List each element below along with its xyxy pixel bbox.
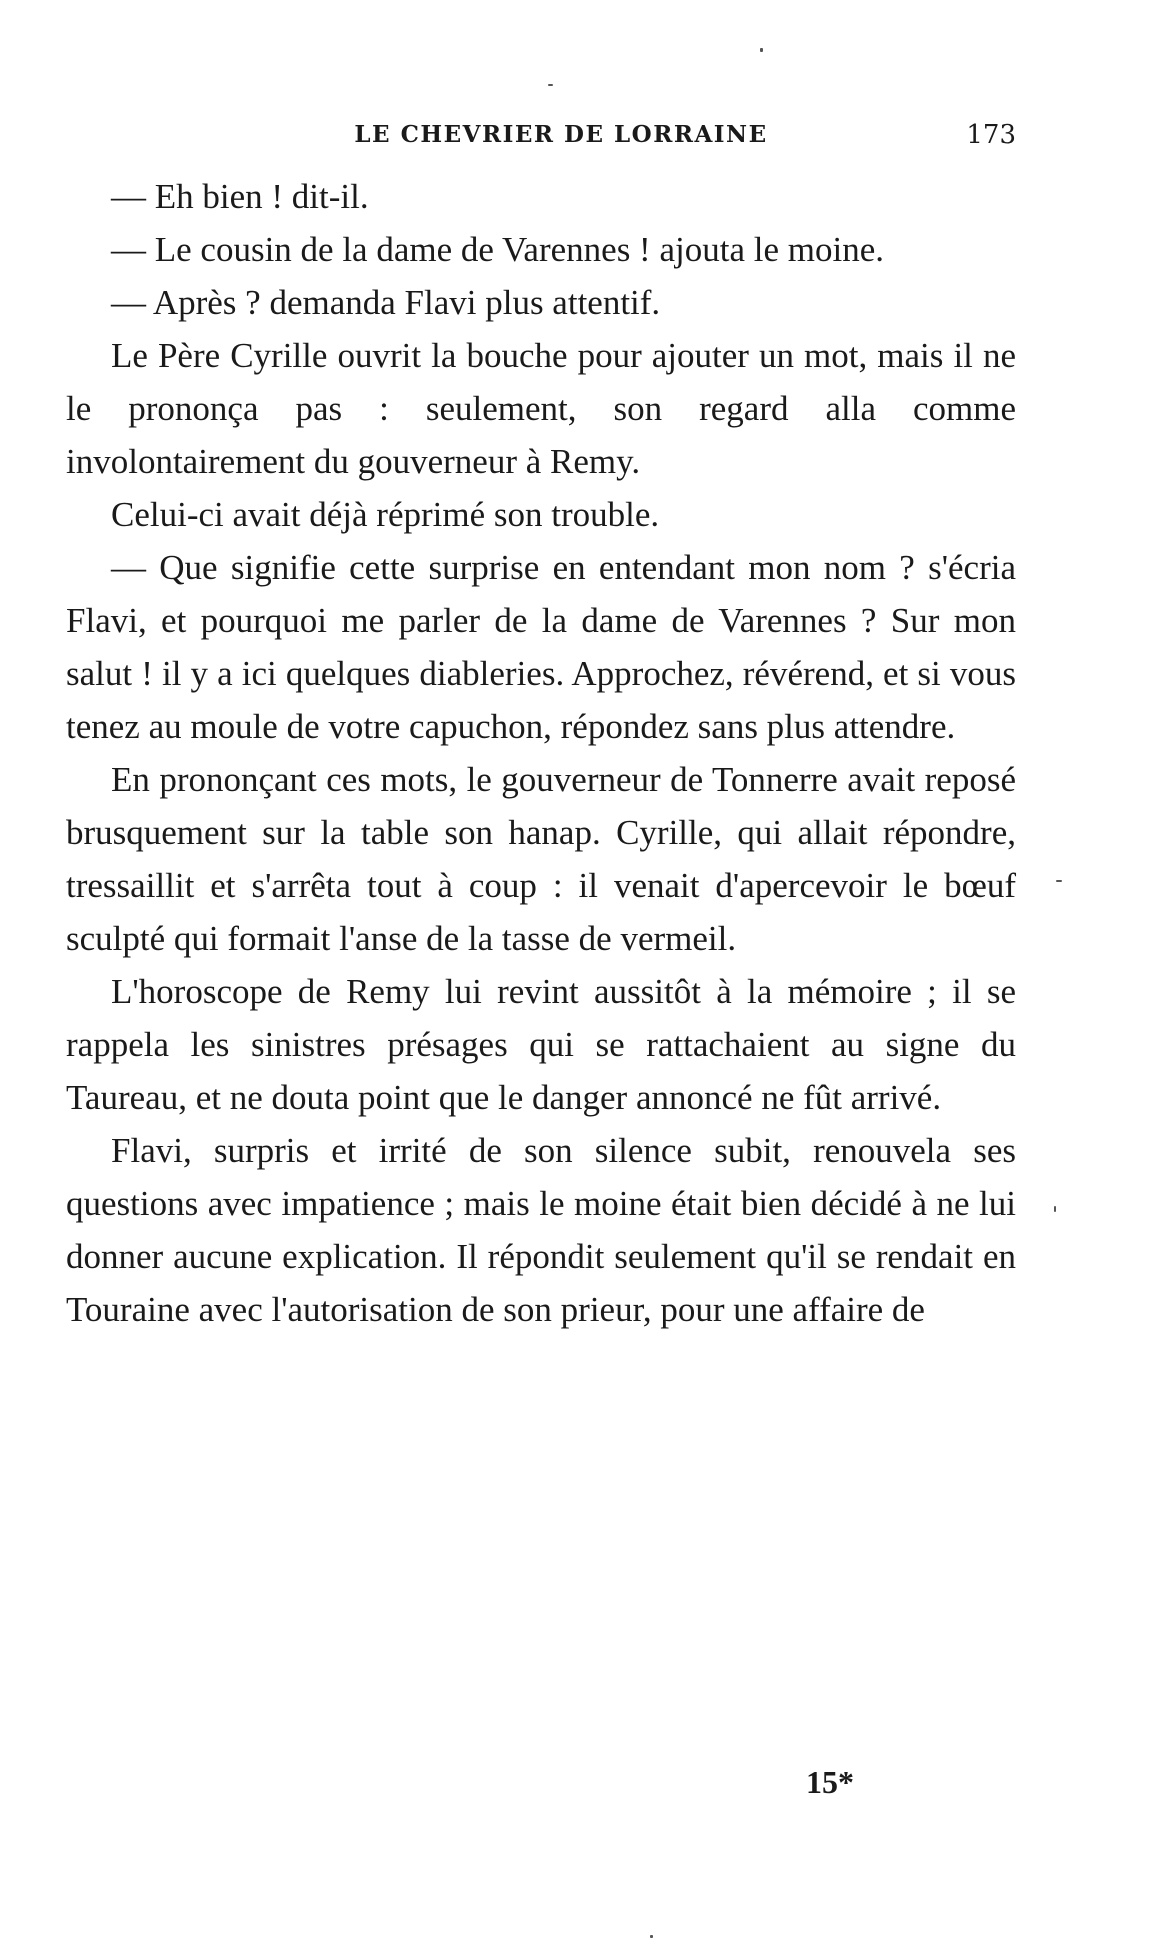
- paragraph: En prononçant ces mots, le gouverneur de Tonnerre avait reposé brusquement sur la table son hanap. Cyrille, qui allait répondre, tressaillit et s'arrêta tout à coup : il venait d'apercevoir le bœuf sculpté qui formait l'anse de la tasse de vermeil.: [66, 760, 1016, 958]
- page-number: 173: [966, 120, 1016, 150]
- running-title: LE CHEVRIER DE LORRAINE: [354, 121, 768, 148]
- paragraph: — Le cousin de la dame de Varennes ! ajouta le moine.: [111, 230, 884, 269]
- print-speck: [650, 1935, 653, 1938]
- signature-mark: 15*: [806, 1764, 854, 1800]
- print-speck: [760, 48, 763, 52]
- paragraph: Celui-ci avait déjà réprimé son trouble.: [111, 495, 660, 534]
- paragraph: Flavi, surpris et irrité de son silence subit, renouvela ses questions avec impatience ; mais le moine était bien décidé à ne lui donner aucune explication. Il répondit seulement qu'il se rendait en Touraine avec l'autorisation de son prieur, pour une affaire de: [66, 1131, 1016, 1329]
- paragraph: L'horoscope de Remy lui revint aussitôt à la mémoire ; il se rappela les sinistres présages qui se rattachaient au signe du Taureau, et ne douta point que le danger annoncé ne fût arrivé.: [66, 972, 1016, 1117]
- print-speck: [1054, 1206, 1056, 1212]
- paragraph: — Que signifie cette surprise en entendant mon nom ? s'écria Flavi, et pourquoi me parler de la dame de Varennes ? Sur mon salut ! il y a ici quelques diableries. Approchez, révérend, et si vous tenez au moule de votre capuchon, répondez sans plus attendre.: [66, 548, 1016, 746]
- paragraph: — Eh bien ! dit-il.: [111, 177, 369, 216]
- print-speck: [1056, 880, 1062, 882]
- text-block: [66, 170, 1016, 1336]
- paragraph: Le Père Cyrille ouvrit la bouche pour ajouter un mot, mais il ne le prononça pas : seulement, son regard alla comme involontairement du gouverneur à Remy.: [66, 336, 1016, 481]
- running-head: [66, 120, 1016, 160]
- paragraph: — Après ? demanda Flavi plus attentif.: [111, 283, 661, 322]
- print-speck: [548, 84, 553, 86]
